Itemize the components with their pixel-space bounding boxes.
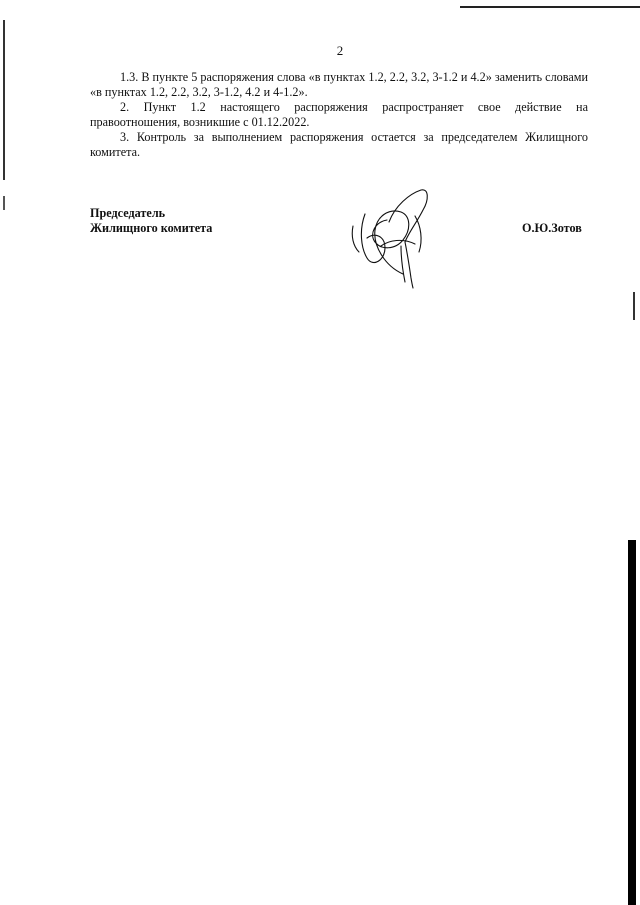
scan-edge-mark: [633, 292, 635, 320]
document-body: [90, 70, 588, 160]
paragraph-1-3: 1.3. В пункте 5 распоряжения слова «в пунктах 1.2, 2.2, 3.2, 3-1.2 и 4.2» заменить словами «в пунктах 1.2, 2.2, 3.2, 3-1.2, 4.2 и 4-1.2».: [90, 70, 588, 99]
scan-edge-mark: [3, 196, 5, 210]
handwritten-signature: [345, 186, 435, 290]
paragraph-3: 3. Контроль за выполнением распоряжения остается за председателем Жилищного комитета.: [90, 130, 588, 159]
signatory-title: [90, 206, 212, 236]
page-number: 2: [336, 43, 344, 58]
signatory-name: О.Ю.Зотов: [522, 221, 582, 235]
scan-edge-bar: [628, 540, 636, 905]
paragraph-2: 2. Пункт 1.2 настоящего распоряжения распространяет свое действие на правоотношения, возникшие с 01.12.2022.: [90, 100, 588, 129]
top-rule-line: [460, 6, 640, 8]
signatory-title-line-2: Жилищного комитета: [90, 221, 213, 235]
signatory-title-line-1: Председатель: [90, 206, 166, 220]
